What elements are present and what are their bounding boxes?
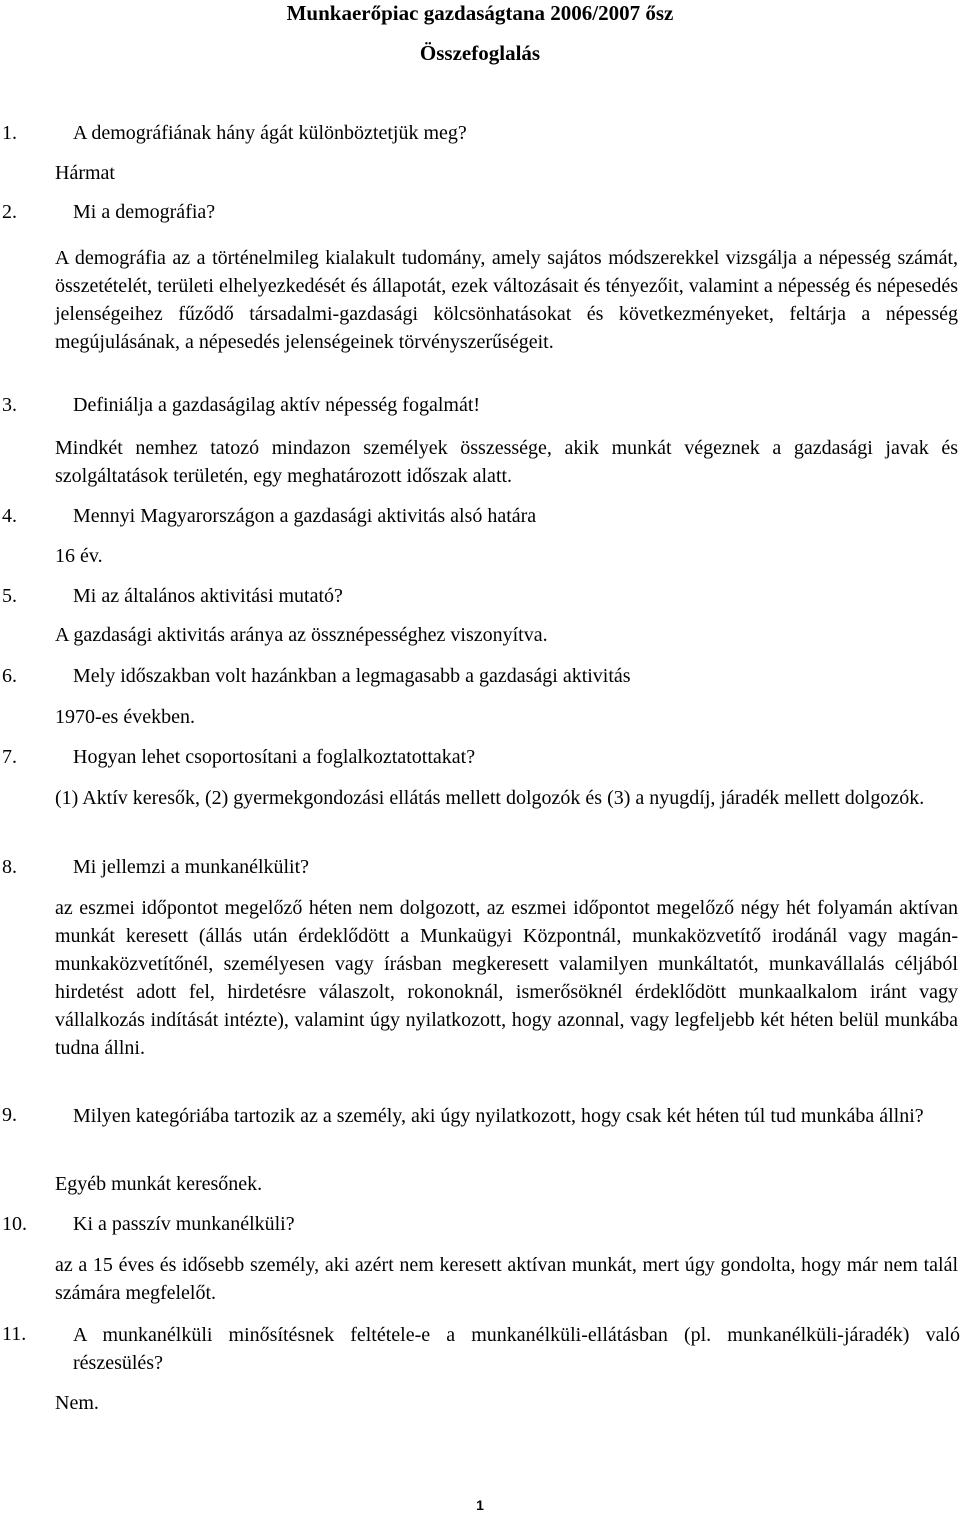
question-number: 8.: [2, 856, 17, 878]
question-text: Mi a demográfia?: [73, 201, 216, 223]
question-number: 7.: [2, 746, 17, 768]
answer-text: Hármat: [55, 162, 115, 184]
question-text: Hogyan lehet csoportosítani a foglalkoztatottakat?: [73, 746, 476, 768]
answer-text: Nem.: [55, 1392, 99, 1414]
document-title: Munkaerőpiac gazdaságtana 2006/2007 ősz: [286, 1, 674, 25]
answer-text: 1970-es években.: [55, 706, 195, 728]
question-text: Mely időszakban volt hazánkban a legmagasabb a gazdasági aktivitás: [73, 665, 631, 687]
question-number: 3.: [2, 394, 17, 416]
answer-text: 16 év.: [55, 545, 103, 567]
answer-text: (1) Aktív keresők, (2) gyermekgondozási ellátás mellett dolgozók és (3) a nyugdíj, járadék mellett dolgozók.: [55, 787, 925, 809]
question-number: 11.: [2, 1323, 27, 1345]
answer-text: az eszmei időpontot megelőző héten nem dolgozott, az eszmei időpontot megelőző négy hét folyamán aktívan munkát keresett (állás után érdeklődött a Munkaügyi Központnál, munkaközvetítő irodánál vagy magán-munkaközvetítőnél, személyesen vagy írásban megkeresett valamilyen munkáltatót, munkavállalás céljából hirdetést adott fel, hirdetésre válaszolt, rokonoknál, ismerősöknél érdeklődött munkaalkalom iránt vagy vállalkozás indítását intézte), valamint úgy nyilatkozott, hogy azonnal, vagy legfeljebb két héten belül munkába tudna állni.: [55, 897, 958, 1059]
document-subtitle: Összefoglalás: [419, 41, 541, 65]
question-number: 10.: [2, 1213, 27, 1235]
question-number: 1.: [2, 122, 17, 144]
page-number: 1: [476, 1497, 484, 1513]
question-text: Definiálja a gazdaságilag aktív népesség fogalmát!: [73, 394, 481, 416]
question-text: Mi az általános aktivitási mutató?: [73, 585, 343, 607]
question-number: 2.: [2, 201, 17, 223]
answer-text: az a 15 éves és idősebb személy, aki azért nem keresett aktívan munkát, mert úgy gondolta, hogy már nem talál számára megfelelőt.: [55, 1254, 958, 1304]
question-number: 9.: [2, 1104, 17, 1126]
question-text: Milyen kategóriába tartozik az a személy, aki úgy nyilatkozott, hogy csak két héten túl tud munkába állni?: [73, 1105, 924, 1127]
question-number: 5.: [2, 585, 17, 607]
answer-text: A gazdasági aktivitás aránya az össznépességhez viszonyítva.: [55, 624, 548, 646]
answer-text: Egyéb munkát keresőnek.: [55, 1173, 263, 1195]
answer-text: Mindkét nemhez tatozó mindazon személyek összessége, akik munkát végeznek a gazdasági javak és szolgáltatások területén, egy meghatározott időszak alatt.: [55, 437, 958, 487]
question-text: Mennyi Magyarországon a gazdasági aktivitás alsó határa: [73, 505, 537, 527]
answer-text: A demográfia az a történelmileg kialakult tudomány, amely sajátos módszerekkel vizsgálja a népesség számát, összetételét, területi elhelyezkedését és állapotát, ezek változásait és tényezőit, valamint a népesség és népesedés jelenségeihez fűződő társadalmi-gazdasági kölcsönhatásokat és következményeket, feltárja a népesség megújulásának, a népesedés jelenségeinek törvényszerűségeit.: [55, 247, 958, 353]
question-number: 6.: [2, 665, 17, 687]
question-text: A munkanélküli minősítésnek feltétele-e a munkanélküli-ellátásban (pl. munkanélküli-járadék) való részesülés?: [73, 1324, 960, 1374]
question-text: Mi jellemzi a munkanélkülit?: [73, 856, 310, 878]
question-text: A demográfiának hány ágát különböztetjük meg?: [73, 122, 467, 144]
question-number: 4.: [2, 505, 17, 527]
question-text: Ki a passzív munkanélküli?: [73, 1213, 295, 1235]
